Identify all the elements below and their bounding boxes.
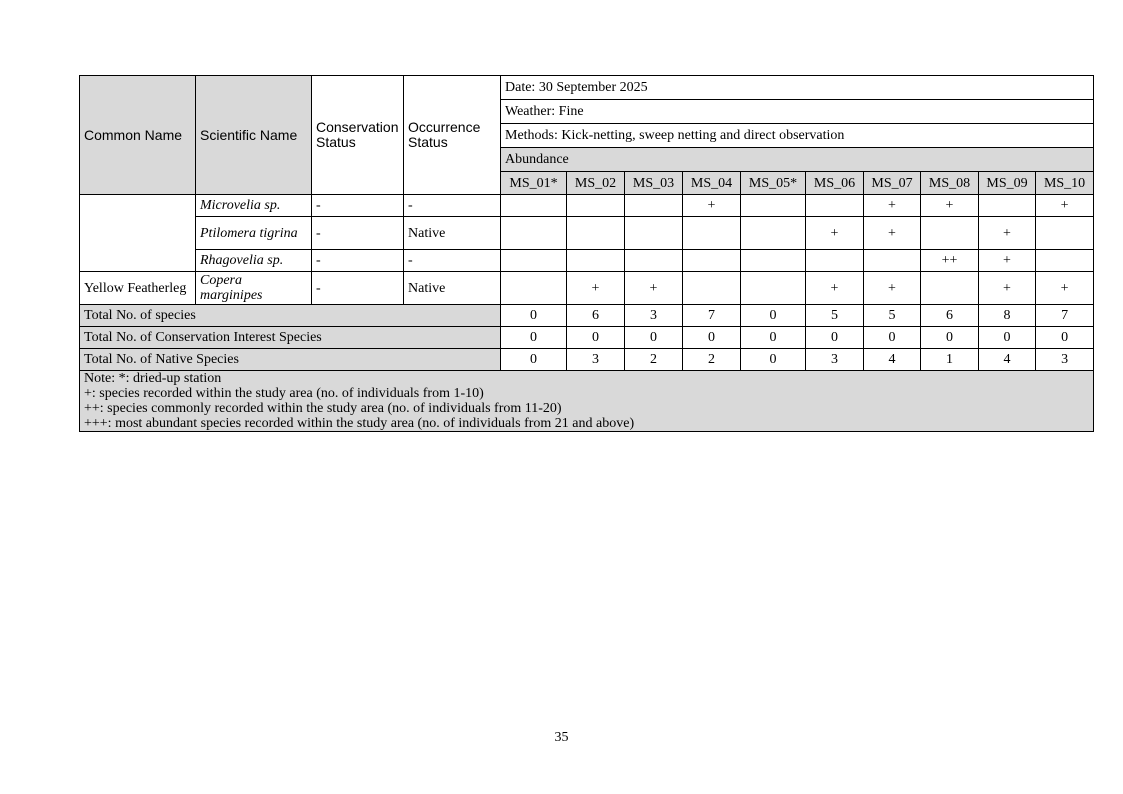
total-native-row bbox=[80, 349, 1094, 371]
survey-weather: Weather: Fine bbox=[501, 100, 1094, 124]
conservation-status-cell: - bbox=[312, 250, 404, 272]
note-line: Note: *: dried-up station bbox=[84, 371, 222, 386]
species-row bbox=[80, 217, 1094, 250]
occurrence-status-cell: - bbox=[404, 195, 501, 217]
scientific-name-cell: Microvelia sp. bbox=[196, 195, 312, 217]
species-row bbox=[80, 250, 1094, 272]
abundance-cell bbox=[501, 250, 567, 272]
abundance-cell bbox=[741, 272, 806, 305]
total-value: 0 bbox=[921, 327, 979, 349]
total-label: Total No. of Conservation Interest Species bbox=[80, 327, 501, 349]
abundance-cell bbox=[683, 272, 741, 305]
conservation-status-cell: - bbox=[312, 272, 404, 305]
abundance-cell: + bbox=[1036, 195, 1094, 217]
abundance-header: Abundance bbox=[501, 148, 1094, 172]
occurrence-status-cell: Native bbox=[404, 217, 501, 250]
abundance-cell bbox=[864, 250, 921, 272]
survey-methods: Methods: Kick-netting, sweep netting and direct observation bbox=[501, 124, 1094, 148]
note-line: +++: most abundant species recorded within the study area (no. of individuals from 21 and above) bbox=[84, 416, 635, 431]
abundance-cell bbox=[741, 250, 806, 272]
abundance-cell bbox=[979, 195, 1036, 217]
abundance-cell bbox=[683, 250, 741, 272]
note-line: ++: species commonly recorded within the study area (no. of individuals from 11-20) bbox=[84, 401, 562, 416]
abundance-cell: + bbox=[979, 272, 1036, 305]
header-conservation-status: Conservation Status bbox=[312, 76, 404, 195]
header-scientific-name: Scientific Name bbox=[196, 76, 312, 195]
total-value: 1 bbox=[921, 349, 979, 371]
abundance-cell: + bbox=[567, 272, 625, 305]
total-value: 0 bbox=[741, 305, 806, 327]
total-value: 0 bbox=[741, 327, 806, 349]
station-ms04: MS_04 bbox=[683, 172, 741, 195]
scientific-name-cell: Copera marginipes bbox=[196, 272, 312, 305]
abundance-cell bbox=[806, 195, 864, 217]
abundance-cell bbox=[806, 250, 864, 272]
scientific-name-cell: Ptilomera tigrina bbox=[196, 217, 312, 250]
abundance-cell bbox=[501, 195, 567, 217]
abundance-cell bbox=[625, 250, 683, 272]
common-name-cell: Yellow Featherleg bbox=[80, 272, 196, 305]
total-value: 3 bbox=[567, 349, 625, 371]
abundance-cell bbox=[625, 217, 683, 250]
total-value: 4 bbox=[864, 349, 921, 371]
abundance-cell bbox=[683, 217, 741, 250]
total-value: 0 bbox=[864, 327, 921, 349]
table-notes bbox=[80, 371, 1094, 432]
total-value: 0 bbox=[567, 327, 625, 349]
total-value: 0 bbox=[1036, 327, 1094, 349]
abundance-cell bbox=[567, 195, 625, 217]
abundance-cell bbox=[567, 217, 625, 250]
abundance-cell bbox=[501, 272, 567, 305]
total-value: 3 bbox=[1036, 349, 1094, 371]
station-ms09: MS_09 bbox=[979, 172, 1036, 195]
header-common-name: Common Name bbox=[80, 76, 196, 195]
total-species-row bbox=[80, 305, 1094, 327]
total-value: 4 bbox=[979, 349, 1036, 371]
total-value: 0 bbox=[806, 327, 864, 349]
abundance-cell: + bbox=[1036, 272, 1094, 305]
header-occurrence-status: Occurrence Status bbox=[404, 76, 501, 195]
abundance-cell bbox=[921, 272, 979, 305]
total-label: Total No. of Native Species bbox=[80, 349, 501, 371]
conservation-status-cell: - bbox=[312, 195, 404, 217]
abundance-cell: + bbox=[864, 195, 921, 217]
common-name-cell bbox=[80, 195, 196, 272]
abundance-cell bbox=[625, 195, 683, 217]
station-ms03: MS_03 bbox=[625, 172, 683, 195]
abundance-cell bbox=[741, 195, 806, 217]
abundance-cell: + bbox=[979, 217, 1036, 250]
abundance-cell: + bbox=[979, 250, 1036, 272]
total-value: 0 bbox=[741, 349, 806, 371]
abundance-cell bbox=[1036, 250, 1094, 272]
station-ms06: MS_06 bbox=[806, 172, 864, 195]
abundance-cell: + bbox=[864, 272, 921, 305]
total-value: 7 bbox=[1036, 305, 1094, 327]
page-number: 35 bbox=[554, 730, 569, 745]
total-value: 2 bbox=[683, 349, 741, 371]
abundance-cell: + bbox=[625, 272, 683, 305]
abundance-cell bbox=[741, 217, 806, 250]
abundance-cell: ++ bbox=[921, 250, 979, 272]
species-row bbox=[80, 272, 1094, 305]
abundance-cell: + bbox=[806, 217, 864, 250]
scientific-name-cell: Rhagovelia sp. bbox=[196, 250, 312, 272]
station-ms08: MS_08 bbox=[921, 172, 979, 195]
station-ms05: MS_05* bbox=[741, 172, 806, 195]
total-value: 0 bbox=[501, 305, 567, 327]
occurrence-status-cell: - bbox=[404, 250, 501, 272]
total-value: 0 bbox=[501, 327, 567, 349]
total-value: 2 bbox=[625, 349, 683, 371]
total-value: 0 bbox=[501, 349, 567, 371]
station-ms07: MS_07 bbox=[864, 172, 921, 195]
abundance-cell: + bbox=[864, 217, 921, 250]
total-value: 3 bbox=[806, 349, 864, 371]
species-survey-table bbox=[79, 75, 1094, 432]
abundance-cell: + bbox=[683, 195, 741, 217]
total-value: 6 bbox=[567, 305, 625, 327]
total-conservation-row bbox=[80, 327, 1094, 349]
species-row bbox=[80, 195, 1094, 217]
total-value: 6 bbox=[921, 305, 979, 327]
abundance-cell bbox=[501, 217, 567, 250]
note-line: +: species recorded within the study area (no. of individuals from 1-10) bbox=[84, 386, 484, 401]
total-value: 5 bbox=[864, 305, 921, 327]
total-value: 8 bbox=[979, 305, 1036, 327]
abundance-cell bbox=[1036, 217, 1094, 250]
total-value: 0 bbox=[979, 327, 1036, 349]
conservation-status-cell: - bbox=[312, 217, 404, 250]
total-value: 5 bbox=[806, 305, 864, 327]
abundance-cell: + bbox=[921, 195, 979, 217]
abundance-cell: + bbox=[806, 272, 864, 305]
station-ms02: MS_02 bbox=[567, 172, 625, 195]
total-value: 7 bbox=[683, 305, 741, 327]
station-ms01: MS_01* bbox=[501, 172, 567, 195]
occurrence-status-cell: Native bbox=[404, 272, 501, 305]
survey-date: Date: 30 September 2025 bbox=[501, 76, 1094, 100]
total-value: 3 bbox=[625, 305, 683, 327]
total-value: 0 bbox=[625, 327, 683, 349]
abundance-cell bbox=[921, 217, 979, 250]
total-value: 0 bbox=[683, 327, 741, 349]
abundance-cell bbox=[567, 250, 625, 272]
total-label: Total No. of species bbox=[80, 305, 501, 327]
station-ms10: MS_10 bbox=[1036, 172, 1094, 195]
